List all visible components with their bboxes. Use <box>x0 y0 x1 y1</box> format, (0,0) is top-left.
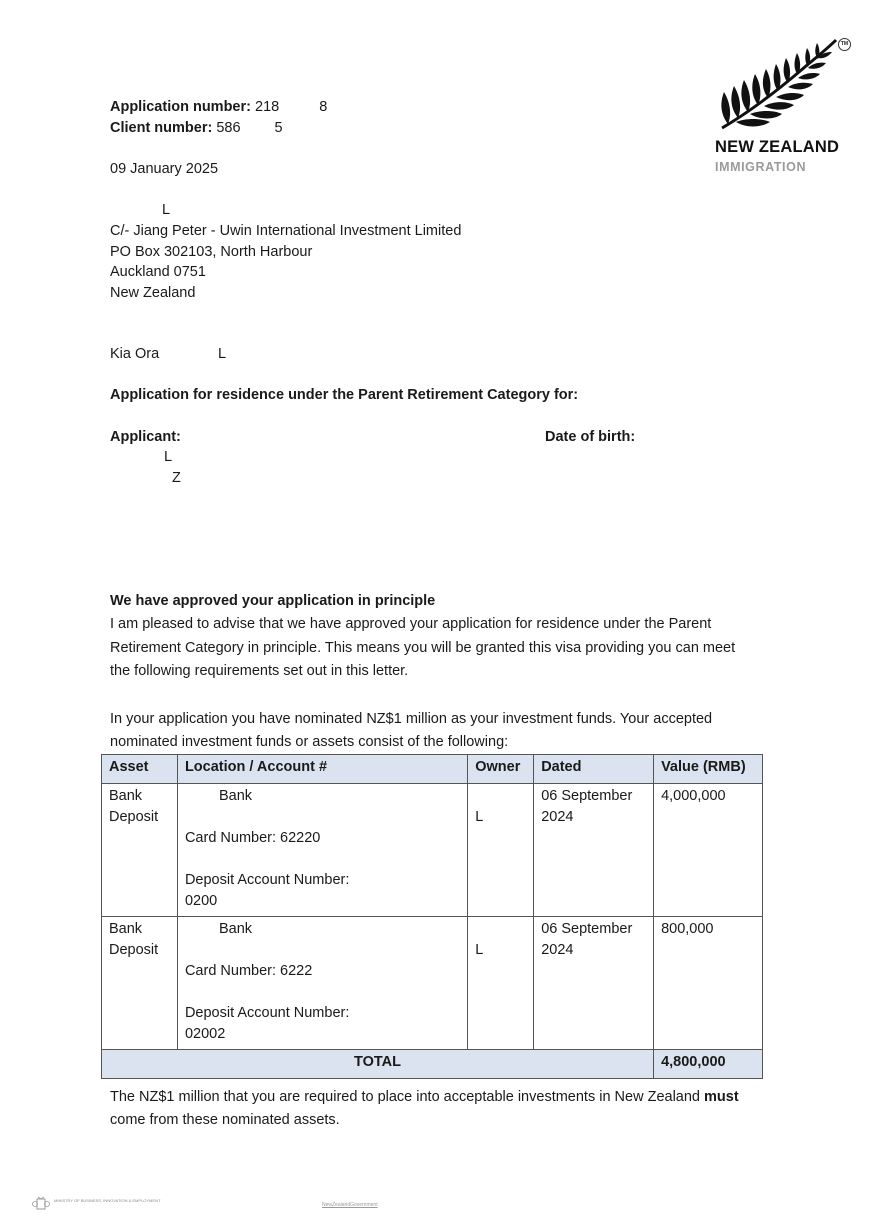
total-label: TOTAL <box>102 1050 654 1079</box>
header-value: Value (RMB) <box>654 755 763 784</box>
total-value: 4,800,000 <box>654 1050 763 1079</box>
table-header-row <box>102 755 763 784</box>
table-row <box>102 917 763 1050</box>
logo-new-zealand: NEW ZEALAND <box>715 138 840 156</box>
asset-cell: Bank Deposit <box>102 917 178 1050</box>
investment-paragraph-line-1: In your application you have nominated NZ$1 million as your investment funds. Your accepted <box>110 711 713 727</box>
coat-of-arms-icon <box>32 1196 50 1212</box>
application-number: Application number: 218 8 <box>110 99 328 115</box>
address-line-2: PO Box 302103, North Harbour <box>110 244 313 260</box>
applicant-initial-1: L <box>164 449 173 465</box>
owner-cell: L <box>468 917 534 1050</box>
approval-heading: We have approved your application in principle <box>110 593 436 609</box>
application-number-value: 218 <box>255 99 280 115</box>
nz-government-mark: NewZealandGovernment <box>322 1202 378 1208</box>
assets-table <box>101 754 763 1079</box>
applicant-initial-2: Z <box>172 470 181 486</box>
ministry-name: MINISTRY OF BUSINESS, INNOVATION & EMPLOYMENT <box>54 1198 161 1203</box>
client-number: Client number: 586 5 <box>110 120 283 136</box>
address-line-3: Auckland 0751 <box>110 264 206 280</box>
greeting: Kia Ora <box>110 346 160 362</box>
client-number-value: 586 <box>216 120 241 136</box>
subject-heading: Application for residence under the Parent Retirement Category for: <box>110 387 579 403</box>
address-line-1: C/- Jiang Peter - Uwin International Investment Limited <box>110 223 462 239</box>
asset-cell: Bank Deposit <box>102 784 178 917</box>
dated-cell: 06 September 2024 <box>534 784 654 917</box>
header-location: Location / Account # <box>177 755 467 784</box>
greeting-initial: L <box>218 346 227 362</box>
total-row <box>102 1050 763 1079</box>
value-cell: 4,000,000 <box>654 784 763 917</box>
location-cell: Bank Card Number: 6222 Deposit Account Number: 02002 <box>177 917 467 1050</box>
header-asset: Asset <box>102 755 178 784</box>
applicant-label: Applicant: <box>110 429 181 445</box>
dob-label: Date of birth: <box>545 429 636 445</box>
dated-cell: 06 September 2024 <box>534 917 654 1050</box>
approval-paragraph-line-1: I am pleased to advise that we have approved your application for residence under the Parent <box>110 616 712 632</box>
investment-paragraph-line-2: nominated investment funds or assets consist of the following: <box>110 734 509 750</box>
table-row <box>102 784 763 917</box>
mbie-footer-logo <box>32 1196 161 1216</box>
trademark-badge: TM <box>838 38 851 51</box>
approval-paragraph-line-2: Retirement Category in principle. This means you will be granted this visa providing you can meet <box>110 640 736 656</box>
header-owner: Owner <box>468 755 534 784</box>
location-cell: Bank Card Number: 62220 Deposit Account Number: 0200 <box>177 784 467 917</box>
owner-cell: L <box>468 784 534 917</box>
logo-immigration: IMMIGRATION <box>715 160 807 174</box>
approval-paragraph-line-3: the following requirements set out in this letter. <box>110 663 409 679</box>
address-line-4: New Zealand <box>110 285 196 301</box>
silver-fern-icon <box>716 36 840 136</box>
letter-date: 09 January 2025 <box>110 161 219 177</box>
addressee-initial: L <box>162 202 171 218</box>
value-cell: 800,000 <box>654 917 763 1050</box>
header-dated: Dated <box>534 755 654 784</box>
closing-line-2: come from these nominated assets. <box>110 1112 340 1128</box>
closing-line-1: The NZ$1 million that you are required to place into acceptable investments in New Zealand must <box>110 1089 739 1105</box>
